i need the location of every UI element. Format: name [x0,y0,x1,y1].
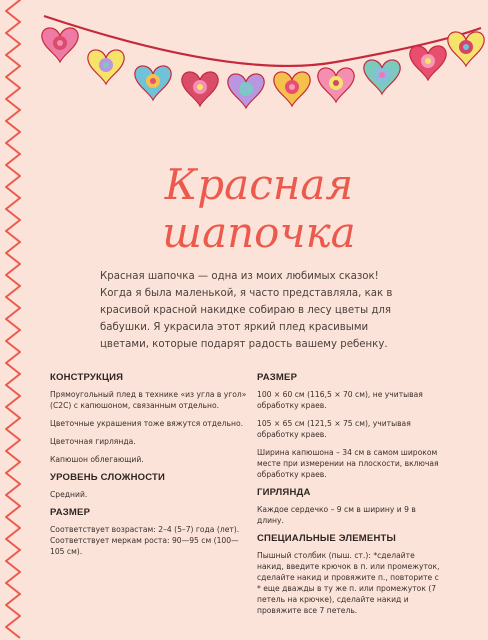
crochet-heart [42,28,78,62]
construction-text-2: Цветочные украшения тоже вяжутся отдельно. [50,419,244,428]
difficulty-section [50,472,248,500]
zigzag-line [6,0,20,638]
special-heading: СПЕЦИАЛЬНЫЕ ЭЛЕМЕНТЫ [257,533,397,544]
crochet-heart [135,66,171,100]
special-text: Пышный столбик (пыш. ст.): *сделайте накид, введите крючок в п. или промежуток, сделайте накид и провяжите п., повторите с * еще дважды в ту же п. или промежуток (7 петель на крючке), сделайте накид и провяжите все 7 петель. [257,551,440,615]
crochet-heart [318,68,354,102]
title-line-1: Красная [164,160,354,209]
difficulty-heading: УРОВЕНЬ СЛОЖНОСТИ [50,472,166,483]
heart-garland [36,0,488,110]
size-text-1: 100 × 60 см (116,5 × 70 см), не учитывая обработку краев. [257,390,423,410]
age-size-heading: РАЗМЕР [50,507,91,518]
size-section [257,372,443,480]
size-text-3: Ширина капюшона – 34 см в самом широком месте при измерении на плоскости, включая обработку краев. [257,448,439,479]
garland-heading: ГИРЛЯНДА [257,487,311,498]
title-line-2: шапочка [162,208,356,257]
difficulty-text: Средний. [50,490,88,499]
size-heading: РАЗМЕР [257,372,298,383]
size-text-2: 105 × 65 см (121,5 × 75 см), учитывая обработку краев. [257,419,411,439]
age-size-text: Соответствует возрастам: 2–4 (5–7) года (лет). Соответствует меркам роста: 90—95 см (100—105 см). [50,525,240,556]
construction-section [50,372,248,465]
crochet-heart [182,72,218,106]
crochet-heart [448,32,484,66]
garland-text: Каждое сердечко – 9 см в ширину и 9 в длину. [257,505,416,525]
special-section [257,533,443,616]
crochet-heart [364,60,400,94]
intro-paragraph: Красная шапочка — одна из моих любимых сказок! Когда я была маленькой, я часто представляла, как в красивой красной накидке собираю в лесу цветы для бабушки. Я украсила этот яркий плед красивыми цветами, которые подарят радость вашему ребенку. [100,271,393,350]
crochet-heart [274,72,310,106]
construction-text-4: Капюшон облегающий. [50,455,144,464]
garland-hearts [42,28,484,108]
construction-heading: КОНСТРУКЦИЯ [50,372,124,383]
garland-section [257,487,443,526]
zigzag-border [0,0,30,640]
right-column [257,372,443,623]
crochet-heart [410,46,446,80]
construction-text-3: Цветочная гирлянда. [50,437,136,446]
age-size-section [50,507,248,557]
construction-text-1: Прямоугольный плед в технике «из угла в угол» (C2C) с капюшоном, связанным отдельно. [50,390,247,410]
left-column [50,372,248,564]
crochet-heart [88,50,124,84]
crochet-heart [228,74,264,108]
